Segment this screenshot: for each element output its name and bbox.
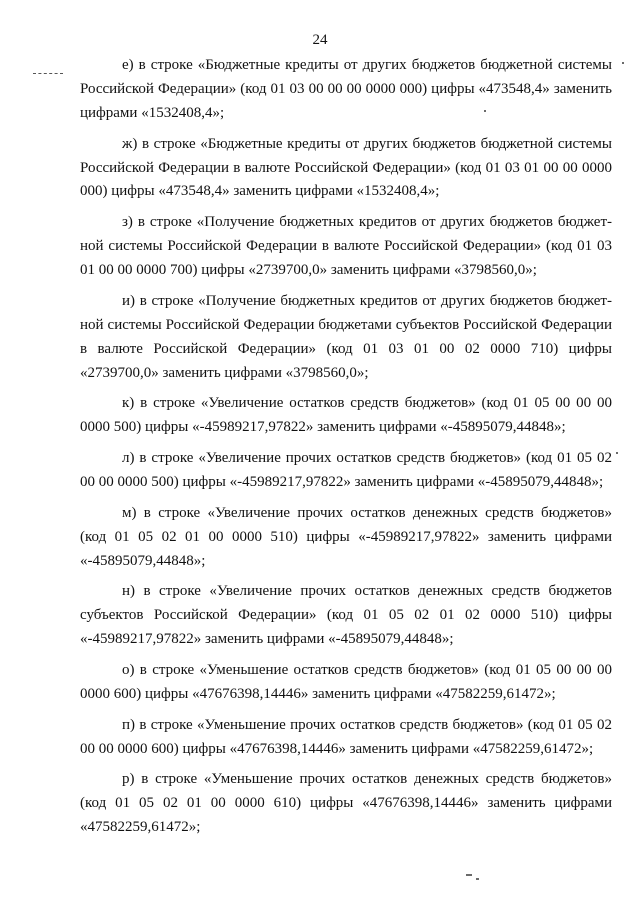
paragraph-n: н) в строке «Увеличение прочих остатков денежных средств бюджетов субъектов Российской Федерации» (код 01 05 02 01 02 0000 510) цифры «-45989217,97822» заменить цифрами «-45895079,44848»; <box>80 583 612 648</box>
paragraph-zh: ж) в строке «Бюджетные кредиты от других бюджетов бюджетной системы Российской Федерации в валюте Российской Федерации» (код 01 03 01 00 00 0000 000) цифры «473548,4» заменить цифрами «1532408,4»; <box>80 135 612 200</box>
paragraph-o: о) в строке «Уменьшение остатков средств бюджетов» (код 01 05 00 00 00 0000 600) цифры «47676398,14446» заменить цифрами «47582259,61472»; <box>80 661 612 702</box>
paragraph-e: е) в строке «Бюджетные кредиты от других бюджетов бюджетной системы Российской Федерации» (код 01 03 00 00 00 0000 000) цифры «473548,4» заменить цифрами «1532408,4»; <box>80 57 612 121</box>
scan-speck-mark <box>466 874 472 876</box>
margin-dash-mark <box>33 73 63 74</box>
page-number: 24 <box>312 32 328 48</box>
paragraph-z: з) в строке «Получение бюджетных кредитов от других бюджетов бюджетной системы Российской Федерации в валюте Российской Федерации» (код 01 03 01 00 00 0000 700) цифры «2739700,0» заменить цифрами «3798560,0»; <box>80 214 612 279</box>
scan-speck-mark <box>476 878 479 880</box>
paragraph-p: п) в строке «Уменьшение прочих остатков средств бюджетов» (код 01 05 02 00 00 0000 600) цифры «47676398,14446» заменить цифрами «47582259,61472»; <box>80 716 612 757</box>
document-body <box>80 54 612 847</box>
paragraph-l: л) в строке «Увеличение прочих остатков средств бюджетов» (код 01 05 02 00 00 0000 500) цифры «-45989217,97822» заменить цифрами «-45895079,44848»; <box>80 450 612 490</box>
paragraph-k: к) в строке «Увеличение остатков средств бюджетов» (код 01 05 00 00 00 0000 500) цифры «-45989217,97822» заменить цифрами «-45895079,44848»; <box>80 395 612 436</box>
paragraph-r: р) в строке «Уменьшение прочих остатков денежных средств бюджетов» (код 01 05 02 01 00 0000 610) цифры «47676398,14446» заменить цифрами «47582259,61472»; <box>80 771 612 836</box>
scan-speck-mark <box>622 62 624 64</box>
scan-speck-mark <box>616 452 618 454</box>
paragraph-i: и) в строке «Получение бюджетных кредитов от других бюджетов бюджетной системы Российской Федерации бюджетами субъектов Российской Федерации в валюте Российской Федерации» (код 01 03 01 00 02 0000 710) цифры «2739700,0» заменить цифрами «3798560,0»; <box>80 292 612 381</box>
paragraph-m: м) в строке «Увеличение прочих остатков денежных средств бюджетов» (код 01 05 02 01 00 0000 510) цифры «-45989217,97822» заменить цифрами «-45895079,44848»; <box>80 504 612 569</box>
